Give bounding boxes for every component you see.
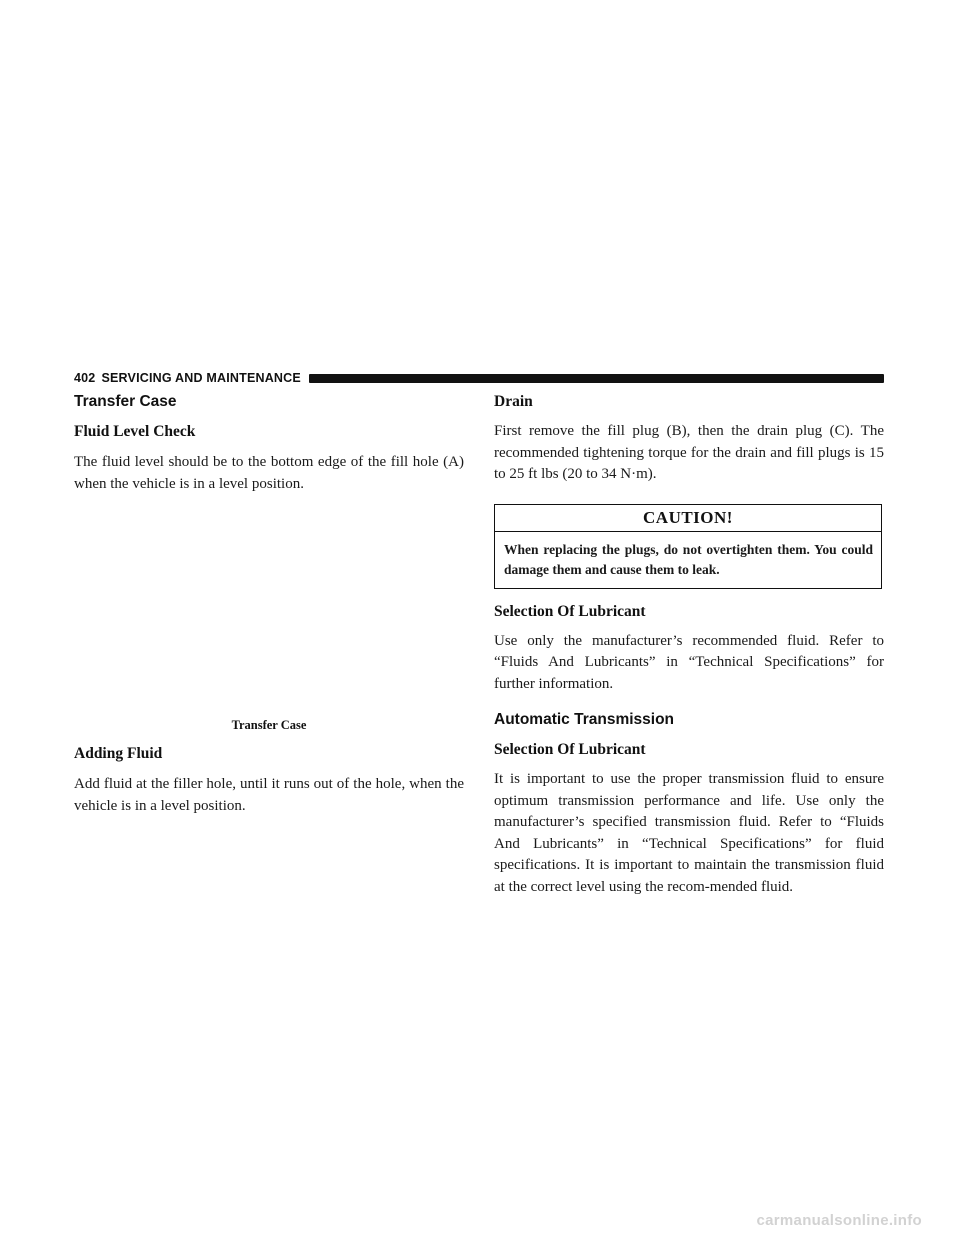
page-number: 402 xyxy=(74,371,96,385)
adding-fluid-paragraph: Add fluid at the filler hole, until it runs out of the hole, when the vehicle is in a level position. xyxy=(74,776,464,814)
page-header xyxy=(74,370,884,386)
left-column xyxy=(74,392,464,817)
caution-text: When replacing the plugs, do not overtighten them. You could damage them and cause them to leak. xyxy=(504,541,873,577)
selection-lubricant-paragraph: Use only the manufacturer’s recommended fluid. Refer to “Fluids And Lubricants” in “Technical Specifications” for further information. xyxy=(494,632,884,692)
heading-transfer-case: Transfer Case xyxy=(74,393,177,410)
heading-selection-of-lubricant: Selection Of Lubricant xyxy=(494,602,646,620)
figure-caption: Transfer Case xyxy=(231,718,307,732)
fluid-level-paragraph: The fluid level should be to the bottom edge of the fill hole (A) when the vehicle is in a level position. xyxy=(74,454,464,492)
drain-paragraph: First remove the fill plug (B), then the drain plug (C). The recommended tightening torque for the drain and fill plugs is 15 to 25 ft lbs (20 to 34 N·m). xyxy=(494,423,884,482)
header-rule xyxy=(309,374,884,383)
right-column xyxy=(494,392,884,898)
heading-drain: Drain xyxy=(494,393,533,410)
section-title: SERVICING AND MAINTENANCE xyxy=(101,371,301,385)
caution-title: CAUTION! xyxy=(495,505,881,532)
transmission-fluid-paragraph: It is important to use the proper transmission fluid to ensure optimum transmission performance and life. Use only the manufacturer’s specified transmission fluid. Refer to “Fluids And Lubricants” in “Technical Specifications” for fluid specifications. It is important to maintain the transmission fluid at the correct level using the recom-mended fluid. xyxy=(494,771,884,895)
transfer-case-figure xyxy=(74,495,464,717)
heading-adding-fluid: Adding Fluid xyxy=(74,745,163,762)
watermark: carmanualsonline.info xyxy=(756,1212,922,1229)
heading-fluid-level-check: Fluid Level Check xyxy=(74,423,196,440)
heading-selection-of-lubricant-transmission: Selection Of Lubricant xyxy=(494,741,646,758)
heading-automatic-transmission: Automatic Transmission xyxy=(494,711,675,728)
caution-box xyxy=(494,504,882,589)
